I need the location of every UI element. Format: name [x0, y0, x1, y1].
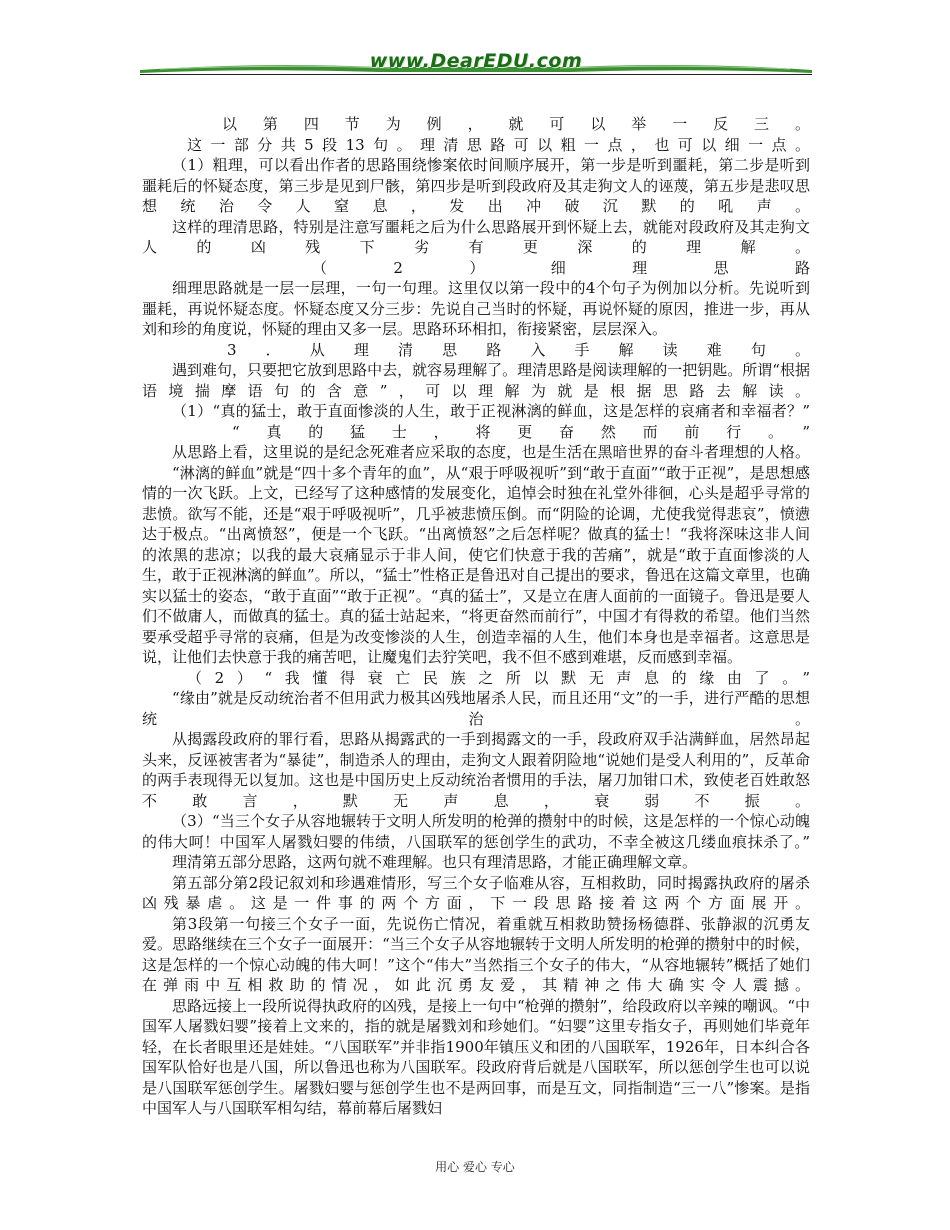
body-paragraph: 思路远接上一段所说得执政府的凶残，是接上一句中“枪弹的攒射”，给段政府以辛辣的嘲讽。“中国军人屠戮妇婴”接着上文来的，指的就是屠戮刘和珍她们。“妇婴”这里专指女子，再则她们毕竟年轻，在长者眼里还是娃娃。“八国联军”并非指1900年镇压义和团的八国联军，1926年，日本纠合各国军队恰好也是八国，所以鲁迅也称为八国联军。段政府背后就是八国联军，所以惩创学生也可以说是八国联军惩创学生。屠戮妇婴与惩创学生也不是两回事，而是互文，同指制造“三一八”惨案。是指中国军人与八国联军相勾结，幕前幕后屠戮妇 [142, 996, 811, 1117]
body-paragraph: 以第四节为例，就可以举一反三。 [222, 115, 810, 133]
body-paragraph: （1）“真的猛士，敢于直面惨淡的人生，敢于正视淋漓的鲜血，这是怎样的哀痛者和幸福者？” [172, 402, 810, 420]
document-body [142, 114, 810, 1119]
body-paragraph: （3）“当三个女子从容地辗转于文明人所发明的枪弹的攒射中的时候，这是怎样的一个惊心动魄的伟大呵！中国军人屠戮妇婴的伟绩，八国联军的惩创学生的武功，不幸全被这几缕血痕抹杀了。” [142, 812, 810, 851]
body-paragraph: 从思路上看，这里说的是纪念死难者应采取的态度，也是生活在黑暗世界的奋斗者理想的人格。 [172, 443, 810, 461]
body-paragraph: 理清第五部分思路，这两句就不难理解。也只有理清思路，才能正确理解文章。 [172, 853, 698, 871]
page-footer: 用心 爱心 专心 [435, 1160, 515, 1174]
body-paragraph: 细理思路就是一层一层理，一句一句理。这里仅以第一段中的4个句子为例加以分析。先说听到噩耗，再说怀疑态度。怀疑态度又分三步：先说自己当时的怀疑，再说怀疑的原因，推进一步，再从刘和珍的角度说，怀疑的理由又多一层。思路环环相扣，衔接紧密，层层深入。 [142, 279, 810, 338]
body-paragraph: 从揭露段政府的罪行看，思路从揭露武的一手到揭露文的一手，段政府双手沾满鲜血，居然昂起头来，反诬被害者为“暴徒”，制造杀人的理由，走狗文人跟着阴险地“说她们是受人利用的”，反革命的两手表现得无以复加。这也是中国历史上反动统治者惯用的手法，屠刀加钳口术，致使老百姓敢怒不敢言，默无声息，衰弱不振。 [142, 730, 810, 810]
body-paragraph: （1）粗理，可以看出作者的思路围绕惨案依时间顺序展开，第一步是听到噩耗，第二步是听到噩耗后的怀疑态度，第三步是见到尸骸，第四步是听到段政府及其走狗文人的诬蔑，第五步是悲叹思想统治令人窒息，发出冲破沉默的吼声。 [142, 156, 810, 215]
body-paragraph: 3．从理清思路入手解读难句。 [227, 340, 810, 359]
body-paragraph: 遇到难句，只要把它放到思路中去，就容易理解了。理清思路是阅读理解的一把钥匙。所谓“根据语境揣摩语句的含意”，可以理解为就是根据思路去解读。 [142, 361, 810, 400]
body-paragraph: （2）细理思路 [312, 258, 810, 277]
body-paragraph: 第3段第一句接三个女子一面，先说伤亡情况，着重就互相救助赞扬杨德群、张静淑的沉勇友爱。思路继续在三个女子一面展开：“当三个女子从容地辗转于文明人所发明的枪弹的攒射中的时候，这是怎样的一个惊心动魄的伟大呵！”这个“伟大”当然指三个女子的伟大，“从容地辗转”概括了她们在弹雨中互相救助的情况，如此沉勇友爱，其精神之伟大确实令人震撼。 [142, 914, 810, 994]
body-paragraph: 第五部分第2段记叙刘和珍遇难情形，写三个女子临难从容，互相救助，同时揭露执政府的屠杀凶残暴虐。这是一件事的两个方面，下一段思路接着这两个方面展开。 [142, 873, 810, 912]
body-paragraph: 这一部分共5段13句。理清思路可以粗一点，也可以细一点。 [187, 135, 810, 154]
body-paragraph: “缘由”就是反动统治者不但用武力极其凶残地屠杀人民，而且还用“文”的一手，进行严酷的思想统治。 [142, 689, 810, 728]
site-logo-text[interactable]: www.DearEDU.com [369, 50, 583, 72]
body-paragraph: “淋漓的鲜血”就是“四十多个青年的血”，从“艰于呼吸视听”到“敢于直面”“敢于正视”，是思想感情的一次飞跃。上文，已经写了这种感情的发展变化，追悼会时独在礼堂外徘徊，心头是超乎寻常的悲愤。欲写不能，还是“艰于呼吸视听”，几乎被悲愤压倒。而“阴险的论调，尤使我觉得悲哀”，愤懑达于极点。“出离愤怒”，便是一个飞跃。“出离愤怒”之后怎样呢？做真的猛士！“我将深味这非人间的浓黑的悲凉；以我的最大哀痛显示于非人间，使它们快意于我的苦痛”，就是“敢于直面惨淡的人生，敢于正视淋漓的鲜血”。所以，“猛士”性格正是鲁迅对自己提出的要求，鲁迅在这篇文章里，也确实以猛士的姿态，“敢于直面”“敢于正视”。“真的猛士”，又是立在唐人面前的一面镜子。鲁迅是要人们不做庸人，而做真的猛士。真的猛士站起来，“将更奋然而前行”，中国才有得救的希望。他们当然要承受超乎寻常的哀痛，但是为改变惨淡的人生，创造幸福的人生，他们本身也是幸福者。这意思是说，让他们去快意于我的痛苦吧，让魔鬼们去狞笑吧，我不但不感到难堪，反而感到幸福。 [142, 463, 811, 666]
body-paragraph: （2）“我懂得衰亡民族之所以默无声息的缘由了。” [187, 668, 810, 687]
body-paragraph: 这样的理清思路，特别是注意写噩耗之后为什么思路展开到怀疑上去，就能对段政府及其走狗文人的凶残下劣有更深的理解。 [142, 217, 810, 256]
body-paragraph: “真的猛士，将更奋然而前行。” [232, 422, 810, 441]
header-divider [140, 74, 812, 75]
